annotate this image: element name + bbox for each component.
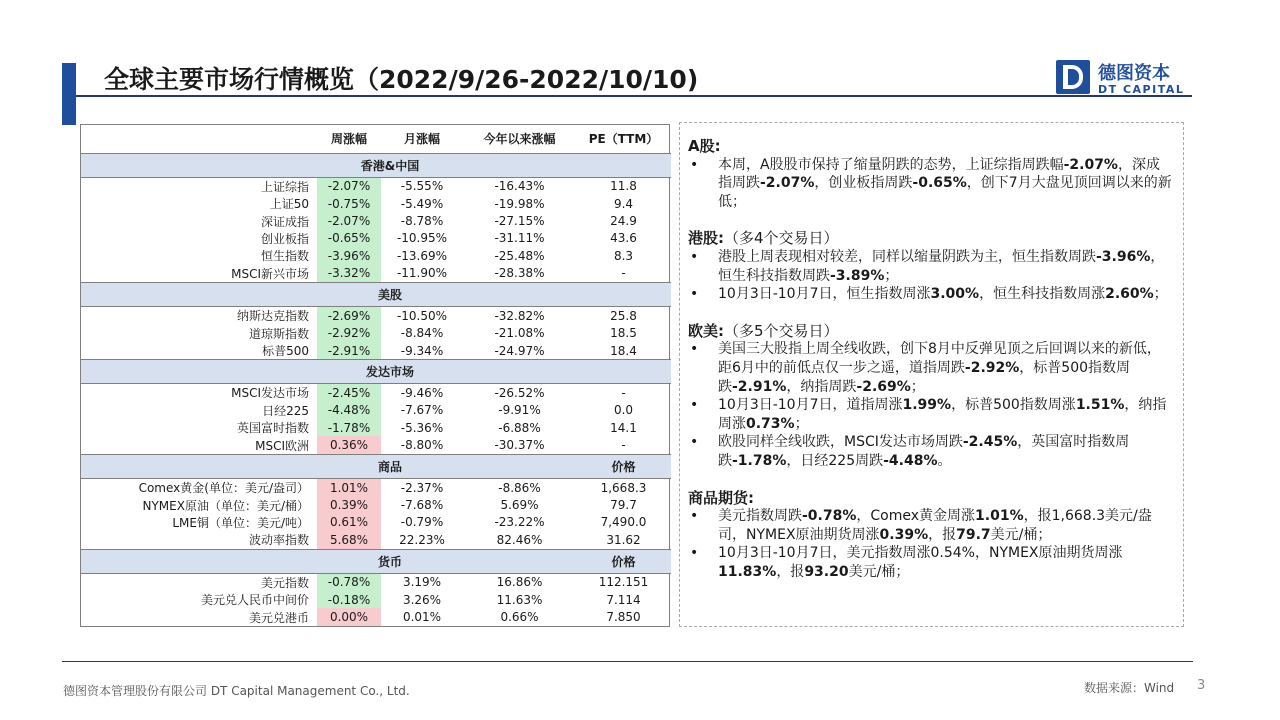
bullet-text: 10月3日-10月7日，美元指数周涨0.54%，NYMEX原油期货周涨	[718, 545, 1123, 562]
index-name: 创业板指	[260, 231, 309, 246]
highlight-figure: -4.48%	[883, 452, 938, 469]
ytd-change: 0.66%	[500, 610, 539, 625]
ytd-change: -19.98%	[494, 196, 545, 211]
logo-name-en: DT CAPITAL	[1098, 83, 1185, 96]
index-name: 上证综指	[260, 179, 309, 194]
ytd-change: -9.91%	[498, 403, 541, 418]
index-name: 道琼斯指数	[248, 326, 309, 341]
commentary-bullet	[688, 156, 1173, 212]
section-note: （多5个交易日）	[724, 321, 839, 340]
footer-source: 数据来源：Wind	[1084, 681, 1175, 695]
table-row	[81, 306, 671, 324]
monthly-change: -10.50%	[396, 308, 448, 323]
pe-or-price: 14.1	[610, 420, 637, 435]
ytd-change: 16.86%	[496, 575, 543, 590]
pe-or-price: 7.114	[606, 592, 641, 607]
section-header-row	[81, 153, 671, 177]
highlight-figure: -2.91%	[732, 378, 787, 395]
highlight-figure: 1.01%	[975, 508, 1024, 525]
monthly-change: -7.67%	[400, 403, 444, 418]
index-name: LME铜（单位：美元/吨）	[172, 515, 309, 530]
pe-or-price: 9.4	[613, 196, 634, 211]
section-spacer	[463, 282, 576, 306]
commentary-bullet	[688, 396, 1173, 433]
table-row	[81, 436, 671, 454]
monthly-change: 3.19%	[402, 575, 442, 590]
title-divider	[76, 95, 1192, 97]
bullet-text: 本周，A股股市保持了缩量阴跌的态势，上证综指周跌幅	[718, 156, 1064, 173]
pe-or-price: 18.4	[610, 343, 637, 358]
commentary-bullet	[688, 285, 1173, 304]
bullet-text: ，报1,668.3美元/盎司，NYMEX原油期货周涨	[718, 508, 1152, 543]
pe-or-price: 24.9	[610, 214, 637, 229]
company-logo	[1056, 60, 1196, 98]
monthly-change: -9.34%	[400, 343, 444, 358]
index-name: Comex黄金(单位：美元/盎司）	[138, 481, 309, 496]
commentary-section	[688, 137, 1173, 211]
section-header-row	[81, 282, 671, 306]
ytd-change: -26.52%	[494, 385, 545, 400]
ytd-change: -32.82%	[494, 308, 545, 323]
footer-company: 德图资本管理股份有限公司 DT Capital Management Co., Ltd.	[63, 684, 410, 698]
column-header: 周涨幅	[330, 132, 367, 147]
index-name: 波动率指数	[248, 533, 309, 548]
table-row	[81, 342, 671, 360]
bullet-text: ，标普500指数周跌	[718, 359, 1131, 395]
highlight-figure: 1.99%	[902, 397, 952, 414]
highlight-figure: -0.78%	[802, 508, 857, 525]
section-header-row	[81, 454, 671, 478]
bullet-text: ；	[910, 378, 925, 395]
index-name: 恒生指数	[260, 249, 309, 264]
index-name: NYMEX原油（单位：美元/桶）	[142, 498, 309, 513]
bullet-text: ，纳指周涨	[718, 397, 1167, 432]
column-header: PE（TTM）	[588, 132, 659, 147]
table-row	[81, 514, 671, 531]
table-row	[81, 402, 671, 419]
table-row	[81, 324, 671, 341]
weekly-change: -2.91%	[317, 342, 381, 360]
d-logo-icon	[1056, 60, 1090, 94]
weekly-change: -0.18%	[317, 591, 381, 608]
monthly-change: -8.84%	[400, 326, 444, 341]
index-name: 美元指数	[260, 575, 309, 590]
weekly-change: -2.69%	[317, 306, 381, 324]
highlight-figure: -1.78%	[732, 452, 787, 469]
commentary-bullet	[688, 340, 1173, 396]
pe-or-price: 112.151	[598, 575, 649, 590]
highlight-figure: -0.65%	[912, 175, 967, 192]
table-row	[81, 212, 671, 229]
commentary-bullet	[688, 544, 1173, 581]
index-name: 上证50	[269, 197, 309, 212]
bullet-text: 美元指数周跌	[718, 508, 802, 525]
section-spacer	[81, 282, 317, 306]
monthly-change: -5.36%	[400, 420, 444, 435]
highlight-figure: 93.20	[804, 563, 849, 580]
weekly-change: 0.36%	[317, 436, 381, 454]
highlight-figure: 79.7	[956, 526, 991, 543]
index-name: 英国富时指数	[236, 421, 309, 436]
weekly-change: -2.92%	[317, 324, 381, 341]
highlight-figure: -2.45%	[962, 434, 1018, 451]
highlight-figure: 0.73%	[746, 415, 795, 432]
highlight-figure: 1.51%	[1075, 397, 1125, 414]
bullet-text: 美元/桶；	[848, 563, 910, 580]
market-table	[80, 124, 670, 627]
highlight-figure: -3.89%	[830, 267, 885, 284]
bullet-text: ，恒生科技指数周涨	[979, 286, 1106, 303]
table-row	[81, 573, 671, 591]
weekly-change: -3.96%	[317, 247, 381, 264]
section-spacer	[81, 454, 317, 478]
table-row	[81, 247, 671, 264]
pe-or-price: 25.8	[610, 308, 637, 323]
table-header-row	[81, 125, 671, 153]
ytd-change: -25.48%	[494, 248, 545, 263]
weekly-change: 0.00%	[317, 608, 381, 626]
bullet-text: ，创下7月大盘见顶回调以来的新低；	[718, 175, 1172, 210]
ytd-change: -24.97%	[494, 343, 545, 358]
weekly-change: 5.68%	[317, 531, 381, 549]
monthly-change: -5.55%	[400, 179, 444, 194]
section-title-text: 欧美:	[688, 321, 724, 340]
highlight-figure: 0.39%	[879, 526, 929, 543]
section-spacer	[463, 360, 576, 384]
section-spacer	[81, 153, 317, 177]
bullet-text: ；	[884, 267, 899, 284]
commentary-section	[688, 489, 1173, 582]
pe-or-price: 0.0	[613, 403, 634, 418]
bullet-text: ，Comex黄金周涨	[856, 508, 976, 525]
weekly-change: 0.61%	[317, 514, 381, 531]
section-note: （多4个交易日）	[724, 229, 839, 248]
commentary-section-title	[688, 137, 1173, 156]
ytd-change: -21.08%	[494, 326, 545, 341]
section-title-text: A股:	[688, 137, 721, 155]
weekly-change: -2.45%	[317, 384, 381, 402]
monthly-change: -8.78%	[400, 214, 444, 229]
highlight-figure: -2.07%	[1063, 156, 1118, 173]
bullet-text: ，英国富时指数周跌	[718, 434, 1130, 469]
weekly-change: -2.07%	[317, 212, 381, 229]
pe-or-price: -	[621, 266, 626, 281]
page-number: 3	[1197, 678, 1206, 693]
ytd-change: 11.63%	[496, 592, 543, 607]
table-row	[81, 177, 671, 195]
index-name: MSCI发达市场	[231, 386, 309, 401]
monthly-change: -8.80%	[400, 438, 444, 453]
index-name: 纳斯达克指数	[236, 309, 309, 324]
table-row	[81, 195, 671, 212]
section-spacer	[463, 454, 576, 478]
table-row	[81, 591, 671, 608]
pe-or-price: 79.7	[610, 498, 637, 512]
ytd-change: -8.86%	[498, 480, 541, 495]
pe-or-price: -	[621, 438, 626, 453]
table-row	[81, 608, 671, 626]
section-title: 商品	[317, 454, 463, 478]
section-title: 美股	[317, 282, 463, 306]
bullet-text: ，创业板指周跌	[814, 175, 913, 192]
commentary-section-title	[688, 489, 1173, 508]
index-name: 日经225	[262, 403, 309, 418]
title-accent-bar	[62, 63, 76, 125]
section-extra-label	[576, 153, 671, 177]
commentary-section-title	[688, 229, 1173, 248]
bullet-text: ；	[794, 415, 809, 432]
column-header: 今年以来涨幅	[483, 132, 556, 147]
bullet-text: ，深成指周跌	[718, 156, 1160, 192]
monthly-change: -9.46%	[400, 385, 444, 400]
index-name: 美元兑港币	[248, 610, 309, 625]
bullet-text: ，纳指周跌	[786, 378, 857, 395]
bullet-text: 美元/桶；	[990, 526, 1052, 543]
section-title: 香港&中国	[317, 153, 463, 177]
commentary-bullet	[688, 433, 1173, 470]
bullet-text: ，标普500指数周涨	[951, 397, 1076, 414]
weekly-change: -0.65%	[317, 230, 381, 247]
highlight-figure: 2.60%	[1105, 286, 1154, 303]
monthly-change: 3.26%	[402, 592, 442, 607]
pe-or-price: 7.850	[606, 610, 641, 625]
ytd-change: 5.69%	[500, 498, 539, 512]
monthly-change: -7.68%	[400, 498, 444, 512]
pe-or-price: 43.6	[610, 231, 637, 246]
weekly-change: -0.78%	[317, 573, 381, 591]
table-row	[81, 384, 671, 402]
section-spacer	[81, 549, 317, 573]
weekly-change: -1.78%	[317, 419, 381, 436]
commentary-bullet	[688, 248, 1173, 285]
ytd-change: -31.11%	[494, 231, 545, 246]
section-title-text: 港股:	[688, 229, 724, 248]
weekly-change: -2.07%	[317, 177, 381, 195]
ytd-change: -30.37%	[494, 438, 545, 453]
pe-or-price: 18.5	[610, 326, 637, 341]
pe-or-price: -	[621, 385, 626, 400]
highlight-figure: 3.00%	[930, 286, 980, 303]
index-name: 美元兑人民币中间价	[200, 593, 309, 608]
table-row	[81, 478, 671, 496]
index-name: MSCI欧洲	[255, 438, 309, 453]
bullet-text: 美国三大股指上周全线收跌，创下8月中反弹见顶之后回调以来的新低，距6月中的前低点仅一步之遥，道指周跌	[718, 341, 1161, 376]
section-title-text: 商品期货:	[688, 488, 754, 507]
highlight-figure: -2.69%	[856, 378, 911, 395]
section-header-row	[81, 549, 671, 573]
monthly-change: 22.23%	[399, 532, 445, 547]
commentary-section	[688, 322, 1173, 471]
bullet-text: ，报	[928, 526, 957, 543]
highlight-figure: 11.83%	[718, 563, 777, 580]
commentary-section	[688, 229, 1173, 303]
section-spacer	[463, 153, 576, 177]
section-spacer	[81, 360, 317, 384]
bullet-text: 10月3日-10月7日，道指周涨	[718, 397, 903, 414]
table-row	[81, 230, 671, 247]
bullet-text: ，恒生科技指数周跌	[718, 248, 1165, 284]
commentary-section-title	[688, 322, 1173, 341]
table-row	[81, 419, 671, 436]
monthly-change: 0.01%	[402, 610, 442, 625]
section-extra-label	[576, 282, 671, 306]
table-row	[81, 531, 671, 549]
ytd-change: 82.46%	[496, 532, 543, 547]
pe-or-price: 31.62	[606, 532, 641, 547]
ytd-change: -28.38%	[494, 266, 545, 281]
ytd-change: -27.15%	[494, 214, 545, 229]
index-name: 深证成指	[260, 214, 309, 229]
bullet-text: ，日经225周跌	[786, 452, 884, 469]
logo-name-cn: 德图资本	[1098, 63, 1170, 84]
pe-or-price: 1,668.3	[600, 480, 647, 495]
table-row	[81, 265, 671, 283]
weekly-change: 0.39%	[317, 496, 381, 513]
commentary-panel	[679, 122, 1184, 627]
commentary-bullet	[688, 507, 1173, 544]
bullet-text: 港股上周表现相对较差，同样以缩量阴跌为主，恒生指数周跌	[718, 248, 1096, 265]
page-title: 全球主要市场行情概览（2022/9/26-2022/10/10)	[104, 65, 699, 94]
table-row	[81, 496, 671, 513]
section-extra-label: 价格	[576, 549, 671, 573]
column-header: 月涨幅	[403, 132, 440, 147]
pe-or-price: 8.3	[613, 248, 634, 263]
section-header-row	[81, 360, 671, 384]
index-name: 标普500	[262, 344, 309, 358]
bullet-text: 。	[937, 452, 952, 469]
monthly-change: -11.90%	[396, 266, 448, 281]
monthly-change: -0.79%	[400, 515, 444, 530]
bullet-text: 欧股同样全线收跌，MSCI发达市场周跌	[718, 434, 963, 451]
section-title: 货币	[317, 549, 463, 573]
monthly-change: -13.69%	[396, 248, 448, 263]
footer-divider	[62, 661, 1193, 662]
section-spacer	[463, 549, 576, 573]
highlight-figure: -2.07%	[760, 175, 815, 192]
ytd-change: -23.22%	[494, 515, 545, 530]
pe-or-price: 11.8	[610, 179, 637, 194]
section-title: 发达市场	[317, 360, 463, 384]
weekly-change: -0.75%	[317, 195, 381, 212]
highlight-figure: -2.92%	[964, 359, 1020, 376]
ytd-change: -6.88%	[498, 420, 541, 435]
ytd-change: -16.43%	[494, 179, 545, 194]
section-extra-label	[576, 360, 671, 384]
column-header	[81, 125, 317, 153]
monthly-change: -2.37%	[400, 480, 444, 495]
monthly-change: -10.95%	[396, 231, 448, 246]
index-name: MSCI新兴市场	[231, 266, 309, 281]
weekly-change: 1.01%	[317, 478, 381, 496]
weekly-change: -3.32%	[317, 265, 381, 283]
monthly-change: -5.49%	[400, 196, 444, 211]
section-extra-label: 价格	[576, 454, 671, 478]
bullet-text: 10月3日-10月7日，恒生指数周涨	[718, 286, 931, 303]
bullet-text: ，报	[776, 563, 805, 580]
bullet-text: ；	[1153, 286, 1168, 303]
highlight-figure: -3.96%	[1096, 248, 1151, 265]
pe-or-price: 7,490.0	[600, 515, 647, 530]
weekly-change: -4.48%	[317, 402, 381, 419]
